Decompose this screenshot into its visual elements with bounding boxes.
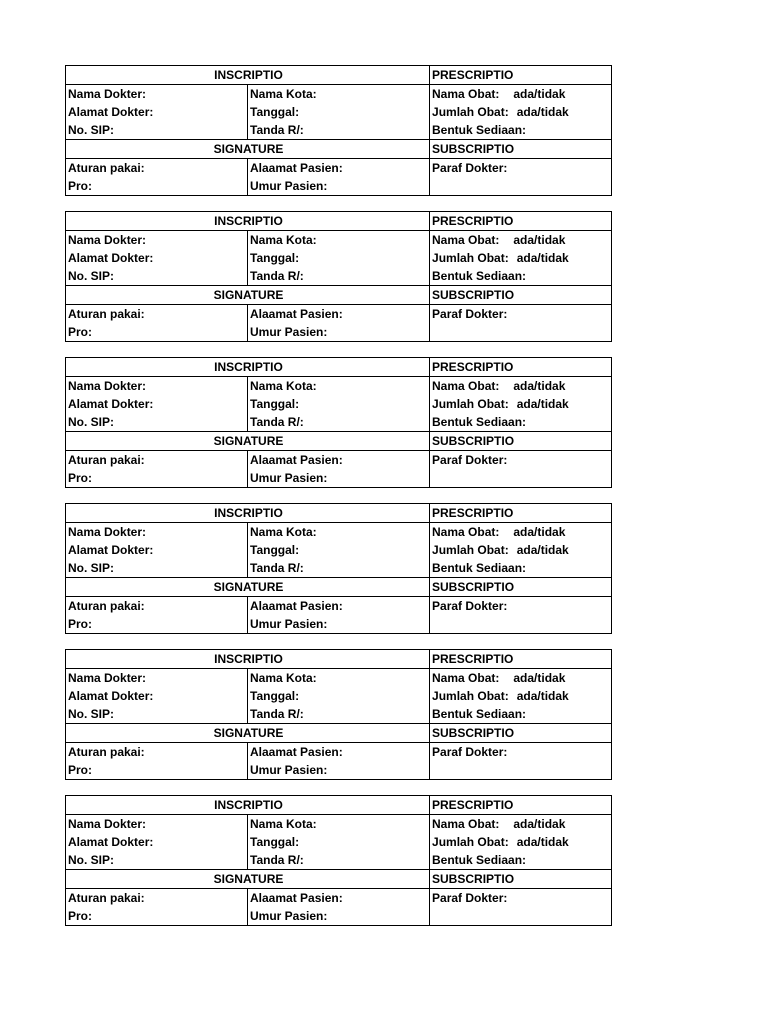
subscriptio-header: SUBSCRIPTIO bbox=[430, 578, 612, 597]
nama-obat-cell bbox=[430, 669, 612, 688]
paraf-dokter-label: Paraf Dokter: bbox=[430, 451, 612, 470]
inscriptio-header: INSCRIPTIO bbox=[66, 212, 430, 231]
aturan-pakai-label: Aturan pakai: bbox=[66, 305, 248, 324]
alamat-pasien-label: Alaamat Pasien: bbox=[248, 597, 430, 616]
alamat-pasien-label: Alaamat Pasien: bbox=[248, 889, 430, 908]
paraf-dokter-space bbox=[430, 907, 612, 926]
alamat-dokter-label: Alamat Dokter: bbox=[66, 395, 248, 413]
header-row-top bbox=[66, 650, 612, 669]
subscriptio-header: SUBSCRIPTIO bbox=[430, 140, 612, 159]
jumlah-obat-label: Jumlah Obat: bbox=[432, 543, 509, 557]
nama-obat-value: ada/tidak bbox=[513, 233, 566, 247]
prescription-form bbox=[65, 65, 612, 196]
header-row-middle bbox=[66, 578, 612, 597]
form-row bbox=[66, 395, 612, 413]
nama-obat-cell bbox=[430, 377, 612, 396]
bentuk-sediaan-label: Bentuk Sediaan: bbox=[430, 413, 612, 432]
aturan-pakai-label: Aturan pakai: bbox=[66, 743, 248, 762]
no-sip-label: No. SIP: bbox=[66, 851, 248, 870]
umur-pasien-label: Umur Pasien: bbox=[248, 907, 430, 926]
form-row bbox=[66, 889, 612, 908]
pro-label: Pro: bbox=[66, 907, 248, 926]
form-row bbox=[66, 687, 612, 705]
prescriptio-header: PRESCRIPTIO bbox=[430, 650, 612, 669]
signature-header: SIGNATURE bbox=[66, 870, 430, 889]
paraf-dokter-label: Paraf Dokter: bbox=[430, 305, 612, 324]
form-row bbox=[66, 305, 612, 324]
tanda-r-label: Tanda R/: bbox=[248, 559, 430, 578]
nama-kota-label: Nama Kota: bbox=[248, 523, 430, 542]
signature-header: SIGNATURE bbox=[66, 724, 430, 743]
jumlah-obat-label: Jumlah Obat: bbox=[432, 689, 509, 703]
header-row-top bbox=[66, 358, 612, 377]
form-row bbox=[66, 469, 612, 488]
nama-kota-label: Nama Kota: bbox=[248, 815, 430, 834]
jumlah-obat-value: ada/tidak bbox=[516, 689, 569, 703]
pro-label: Pro: bbox=[66, 761, 248, 780]
nama-obat-label: Nama Obat: bbox=[432, 525, 500, 539]
tanggal-label: Tanggal: bbox=[248, 687, 430, 705]
form-row bbox=[66, 559, 612, 578]
form-row bbox=[66, 541, 612, 559]
alamat-pasien-label: Alaamat Pasien: bbox=[248, 159, 430, 178]
tanggal-label: Tanggal: bbox=[248, 103, 430, 121]
bentuk-sediaan-label: Bentuk Sediaan: bbox=[430, 559, 612, 578]
alamat-dokter-label: Alamat Dokter: bbox=[66, 249, 248, 267]
inscriptio-header: INSCRIPTIO bbox=[66, 650, 430, 669]
form-row bbox=[66, 413, 612, 432]
jumlah-obat-label: Jumlah Obat: bbox=[432, 835, 509, 849]
no-sip-label: No. SIP: bbox=[66, 267, 248, 286]
jumlah-obat-value: ada/tidak bbox=[516, 105, 569, 119]
jumlah-obat-cell bbox=[430, 541, 612, 559]
nama-dokter-label: Nama Dokter: bbox=[66, 815, 248, 834]
nama-kota-label: Nama Kota: bbox=[248, 669, 430, 688]
bentuk-sediaan-label: Bentuk Sediaan: bbox=[430, 851, 612, 870]
nama-obat-value: ada/tidak bbox=[513, 525, 566, 539]
bentuk-sediaan-label: Bentuk Sediaan: bbox=[430, 267, 612, 286]
nama-kota-label: Nama Kota: bbox=[248, 377, 430, 396]
jumlah-obat-cell bbox=[430, 687, 612, 705]
nama-obat-value: ada/tidak bbox=[513, 671, 566, 685]
pro-label: Pro: bbox=[66, 615, 248, 634]
paraf-dokter-label: Paraf Dokter: bbox=[430, 889, 612, 908]
nama-obat-label: Nama Obat: bbox=[432, 817, 500, 831]
aturan-pakai-label: Aturan pakai: bbox=[66, 889, 248, 908]
umur-pasien-label: Umur Pasien: bbox=[248, 177, 430, 196]
tanggal-label: Tanggal: bbox=[248, 541, 430, 559]
form-row bbox=[66, 267, 612, 286]
nama-obat-cell bbox=[430, 85, 612, 104]
header-row-top bbox=[66, 504, 612, 523]
jumlah-obat-label: Jumlah Obat: bbox=[432, 251, 509, 265]
form-row bbox=[66, 743, 612, 762]
nama-kota-label: Nama Kota: bbox=[248, 85, 430, 104]
umur-pasien-label: Umur Pasien: bbox=[248, 761, 430, 780]
inscriptio-header: INSCRIPTIO bbox=[66, 358, 430, 377]
alamat-pasien-label: Alaamat Pasien: bbox=[248, 743, 430, 762]
paraf-dokter-space bbox=[430, 177, 612, 196]
tanda-r-label: Tanda R/: bbox=[248, 267, 430, 286]
jumlah-obat-value: ada/tidak bbox=[516, 251, 569, 265]
paraf-dokter-space bbox=[430, 469, 612, 488]
nama-obat-cell bbox=[430, 523, 612, 542]
no-sip-label: No. SIP: bbox=[66, 413, 248, 432]
alamat-dokter-label: Alamat Dokter: bbox=[66, 541, 248, 559]
pro-label: Pro: bbox=[66, 323, 248, 342]
signature-header: SIGNATURE bbox=[66, 140, 430, 159]
jumlah-obat-label: Jumlah Obat: bbox=[432, 105, 509, 119]
tanda-r-label: Tanda R/: bbox=[248, 705, 430, 724]
form-row bbox=[66, 597, 612, 616]
tanda-r-label: Tanda R/: bbox=[248, 413, 430, 432]
bentuk-sediaan-label: Bentuk Sediaan: bbox=[430, 121, 612, 140]
no-sip-label: No. SIP: bbox=[66, 705, 248, 724]
form-row bbox=[66, 249, 612, 267]
jumlah-obat-label: Jumlah Obat: bbox=[432, 397, 509, 411]
form-row bbox=[66, 705, 612, 724]
form-row bbox=[66, 377, 612, 396]
header-row-top bbox=[66, 66, 612, 85]
form-row bbox=[66, 177, 612, 196]
jumlah-obat-cell bbox=[430, 103, 612, 121]
jumlah-obat-value: ada/tidak bbox=[516, 543, 569, 557]
tanggal-label: Tanggal: bbox=[248, 395, 430, 413]
form-row bbox=[66, 85, 612, 104]
inscriptio-header: INSCRIPTIO bbox=[66, 504, 430, 523]
umur-pasien-label: Umur Pasien: bbox=[248, 615, 430, 634]
paraf-dokter-space bbox=[430, 761, 612, 780]
jumlah-obat-cell bbox=[430, 395, 612, 413]
prescription-form bbox=[65, 357, 612, 488]
form-row bbox=[66, 231, 612, 250]
pro-label: Pro: bbox=[66, 177, 248, 196]
prescription-form bbox=[65, 649, 612, 780]
nama-dokter-label: Nama Dokter: bbox=[66, 85, 248, 104]
no-sip-label: No. SIP: bbox=[66, 121, 248, 140]
aturan-pakai-label: Aturan pakai: bbox=[66, 597, 248, 616]
alamat-dokter-label: Alamat Dokter: bbox=[66, 687, 248, 705]
form-row bbox=[66, 451, 612, 470]
form-row bbox=[66, 103, 612, 121]
form-row bbox=[66, 669, 612, 688]
signature-header: SIGNATURE bbox=[66, 286, 430, 305]
nama-obat-cell bbox=[430, 231, 612, 250]
nama-obat-value: ada/tidak bbox=[513, 87, 566, 101]
form-row bbox=[66, 159, 612, 178]
jumlah-obat-value: ada/tidak bbox=[516, 397, 569, 411]
nama-obat-value: ada/tidak bbox=[513, 379, 566, 393]
paraf-dokter-space bbox=[430, 615, 612, 634]
signature-header: SIGNATURE bbox=[66, 432, 430, 451]
subscriptio-header: SUBSCRIPTIO bbox=[430, 870, 612, 889]
header-row-middle bbox=[66, 286, 612, 305]
nama-obat-value: ada/tidak bbox=[513, 817, 566, 831]
alamat-pasien-label: Alaamat Pasien: bbox=[248, 451, 430, 470]
prescriptio-header: PRESCRIPTIO bbox=[430, 504, 612, 523]
tanggal-label: Tanggal: bbox=[248, 249, 430, 267]
subscriptio-header: SUBSCRIPTIO bbox=[430, 286, 612, 305]
prescriptio-header: PRESCRIPTIO bbox=[430, 66, 612, 85]
form-row bbox=[66, 615, 612, 634]
header-row-middle bbox=[66, 724, 612, 743]
paraf-dokter-label: Paraf Dokter: bbox=[430, 597, 612, 616]
nama-dokter-label: Nama Dokter: bbox=[66, 231, 248, 250]
header-row-top bbox=[66, 212, 612, 231]
nama-obat-label: Nama Obat: bbox=[432, 233, 500, 247]
subscriptio-header: SUBSCRIPTIO bbox=[430, 724, 612, 743]
umur-pasien-label: Umur Pasien: bbox=[248, 469, 430, 488]
aturan-pakai-label: Aturan pakai: bbox=[66, 159, 248, 178]
paraf-dokter-label: Paraf Dokter: bbox=[430, 743, 612, 762]
pro-label: Pro: bbox=[66, 469, 248, 488]
alamat-dokter-label: Alamat Dokter: bbox=[66, 833, 248, 851]
nama-kota-label: Nama Kota: bbox=[248, 231, 430, 250]
jumlah-obat-value: ada/tidak bbox=[516, 835, 569, 849]
form-row bbox=[66, 323, 612, 342]
nama-obat-cell bbox=[430, 815, 612, 834]
header-row-top bbox=[66, 796, 612, 815]
prescriptio-header: PRESCRIPTIO bbox=[430, 358, 612, 377]
signature-header: SIGNATURE bbox=[66, 578, 430, 597]
nama-dokter-label: Nama Dokter: bbox=[66, 669, 248, 688]
tanda-r-label: Tanda R/: bbox=[248, 851, 430, 870]
form-row bbox=[66, 907, 612, 926]
header-row-middle bbox=[66, 870, 612, 889]
prescriptio-header: PRESCRIPTIO bbox=[430, 796, 612, 815]
bentuk-sediaan-label: Bentuk Sediaan: bbox=[430, 705, 612, 724]
form-row bbox=[66, 851, 612, 870]
tanggal-label: Tanggal: bbox=[248, 833, 430, 851]
prescriptio-header: PRESCRIPTIO bbox=[430, 212, 612, 231]
header-row-middle bbox=[66, 140, 612, 159]
subscriptio-header: SUBSCRIPTIO bbox=[430, 432, 612, 451]
alamat-pasien-label: Alaamat Pasien: bbox=[248, 305, 430, 324]
jumlah-obat-cell bbox=[430, 249, 612, 267]
form-row bbox=[66, 523, 612, 542]
nama-dokter-label: Nama Dokter: bbox=[66, 523, 248, 542]
paraf-dokter-label: Paraf Dokter: bbox=[430, 159, 612, 178]
inscriptio-header: INSCRIPTIO bbox=[66, 796, 430, 815]
nama-obat-label: Nama Obat: bbox=[432, 87, 500, 101]
tanda-r-label: Tanda R/: bbox=[248, 121, 430, 140]
form-row bbox=[66, 833, 612, 851]
jumlah-obat-cell bbox=[430, 833, 612, 851]
prescription-form bbox=[65, 211, 612, 342]
form-row bbox=[66, 815, 612, 834]
form-row bbox=[66, 761, 612, 780]
inscriptio-header: INSCRIPTIO bbox=[66, 66, 430, 85]
nama-dokter-label: Nama Dokter: bbox=[66, 377, 248, 396]
alamat-dokter-label: Alamat Dokter: bbox=[66, 103, 248, 121]
paraf-dokter-space bbox=[430, 323, 612, 342]
aturan-pakai-label: Aturan pakai: bbox=[66, 451, 248, 470]
prescription-form bbox=[65, 503, 612, 634]
umur-pasien-label: Umur Pasien: bbox=[248, 323, 430, 342]
header-row-middle bbox=[66, 432, 612, 451]
no-sip-label: No. SIP: bbox=[66, 559, 248, 578]
nama-obat-label: Nama Obat: bbox=[432, 379, 500, 393]
nama-obat-label: Nama Obat: bbox=[432, 671, 500, 685]
form-row bbox=[66, 121, 612, 140]
prescription-form bbox=[65, 795, 612, 926]
